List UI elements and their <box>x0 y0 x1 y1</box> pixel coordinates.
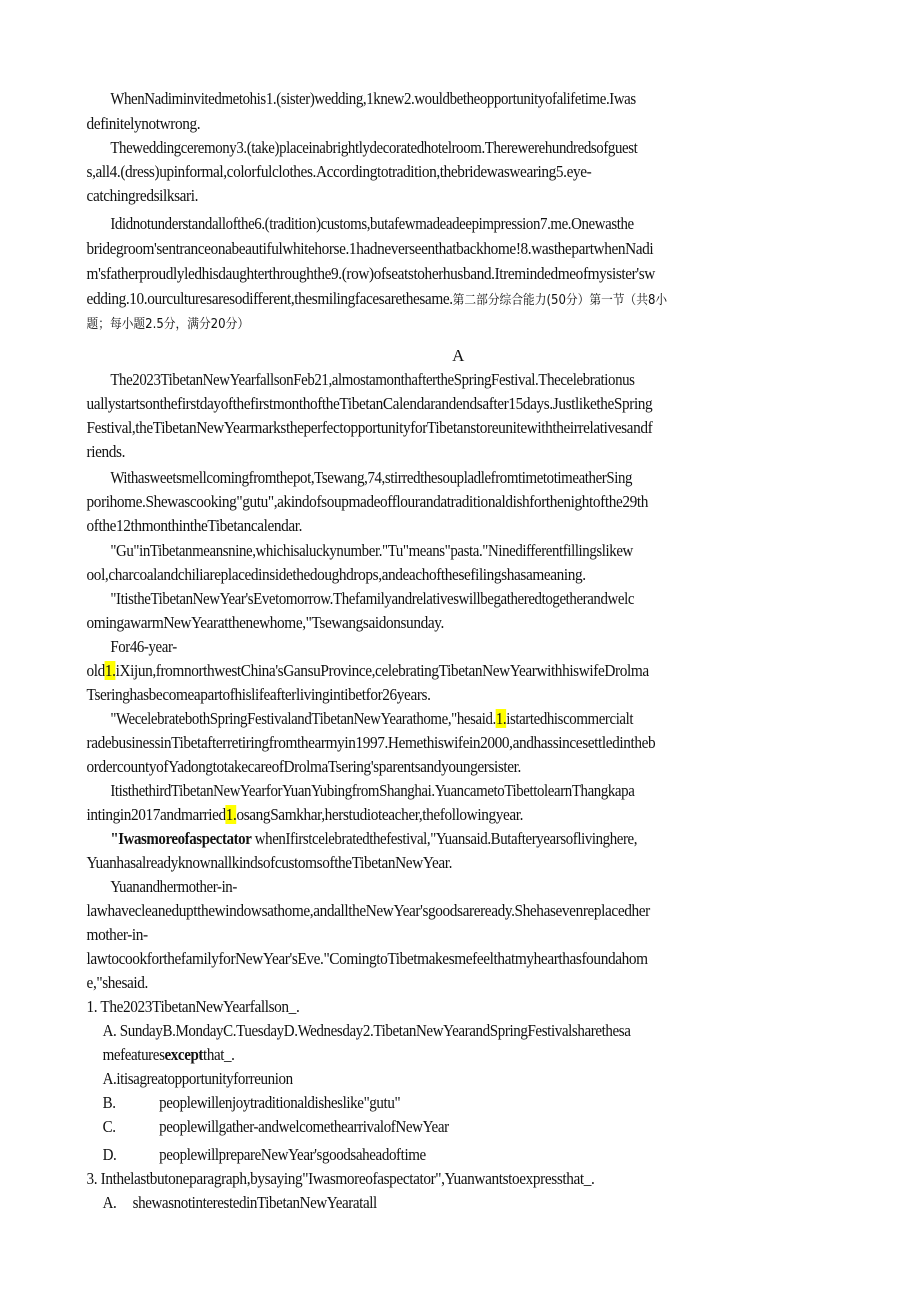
passage-line <box>0 707 916 731</box>
passage-line: mother-in- <box>86 925 148 944</box>
option-label: B. <box>102 1093 116 1112</box>
option-text: peoplewillgather-andwelcomethearrivalofNewYear <box>159 1117 449 1136</box>
bold-quote: "Iwasmoreofaspectator <box>110 829 252 848</box>
bold-keyword: except <box>164 1045 204 1064</box>
passage-line: Withasweetsmellcomingfromthepot,Tsewang,74,stirredthesoupladlefromtimetotimeatherSing <box>110 468 633 487</box>
question-1: 1. The2023TibetanNewYearfallson_. <box>86 997 300 1016</box>
passage-text: intingin2017andmarried <box>86 805 226 824</box>
passage-line <box>0 803 916 827</box>
intro-line: WhenNadiminvitedmetohis1.(sister)wedding,1knew2.wouldbetheopportunityofalifetime.Iwas <box>110 89 636 108</box>
question-3: 3. Inthelastbutoneparagraph,bysaying"Iwasmoreofaspectator",Yuanwantstoexpressthat_. <box>86 1169 595 1188</box>
passage-line: porihome.Shewascooking"gutu",akindofsoupmadeofflourandatraditionaldishforthenightofthe29th <box>86 492 648 511</box>
passage-line: Tseringhasbecomeapartofhislifeafterlivingintibetfor26years. <box>86 685 431 704</box>
intro-line <box>0 287 916 313</box>
passage-line: e,"shesaid. <box>86 973 148 992</box>
passage-text: iXijun,fromnorthwestChina'sGansuProvince,celebratingTibetanNewYearwithhiswifeDrolma <box>115 661 649 680</box>
passage-line: Yuanandhermother-in- <box>110 877 237 896</box>
option-label: C. <box>102 1117 116 1136</box>
passage-text: istartedhiscommercialt <box>506 709 634 728</box>
intro-line: m'sfatherproudlyledhisdaughterthroughthe9.(row)ofseatstoherhusband.Itremindedmeofmysister'sw <box>86 264 655 283</box>
option-d <box>0 1143 916 1167</box>
passage-text: "WecelebratebothSpringFestivalandTibetanNewYearathome,"hesaid. <box>110 709 496 728</box>
option-a <box>0 1191 916 1215</box>
passage-line: YuanhasalreadyknownallkindsofcustomsoftheTibetanNewYear. <box>86 853 453 872</box>
passage-line: uallystartsonthefirstdayofthefirstmonthoftheTibetanCalendarandendsafter15days.JustliketheSpring <box>86 394 653 413</box>
option-c <box>0 1115 916 1139</box>
highlighted-blank: 1. <box>225 805 237 824</box>
intro-line: catchingredsilksari. <box>86 186 199 205</box>
option-text: peoplewillprepareNewYear'sgoodsaheadoftime <box>159 1145 426 1164</box>
passage-line: ool,charcoalandchiliareplacedinsidethedoughdrops,andeachofthesefilingshasameaning. <box>86 565 586 584</box>
option-b <box>0 1091 916 1115</box>
section-heading: 第二部分综合能力(50分）第一节（共8小 <box>452 293 668 308</box>
option-label: A. <box>102 1193 117 1212</box>
question-text: mefeatures <box>102 1045 165 1064</box>
passage-line: ordercountyofYadongtotakecareofDrolmaTsering'sparentsandyoungersister. <box>86 757 521 776</box>
option-text: shewasnotinterestedinTibetanNewYearatall <box>132 1193 377 1212</box>
intro-line: s,all4.(dress)upinformal,colorfulclothes.Accordingtotradition,thebridewaswearing5.eye- <box>86 162 592 181</box>
passage-line: radebusinessinTibetafterretiringfromthearmyin1997.Hemethiswifein2000,andhassincesettledintheb <box>86 733 656 752</box>
passage-line <box>0 659 916 683</box>
passage-line: ofthe12thmonthintheTibetancalendar. <box>86 516 303 535</box>
option-label: D. <box>102 1145 117 1164</box>
option-text: peoplewillenjoytraditionaldisheslike"gutu" <box>159 1093 401 1112</box>
passage-line: riends. <box>86 442 126 461</box>
section-heading-cont: 题；每小题2.5分，满分20分） <box>86 317 250 332</box>
passage-line: lawhavecleaneduptthewindowsathome,andalltheNewYear'sgoodsareready.Shehasevenreplacedher <box>86 901 650 920</box>
passage-line: "Gu"inTibetanmeansnine,whichisaluckynumber."Tu"means"pasta."Ninedifferentfillingslikew <box>110 541 633 560</box>
highlighted-blank: 1. <box>104 661 116 680</box>
intro-line: Theweddingceremony3.(take)placeinabrightlydecoratedhotelroom.Therewerehundredsofguest <box>110 138 638 157</box>
question-2 <box>0 1043 916 1067</box>
passage-text: old <box>86 661 105 680</box>
passage-line: lawtocookforthefamilyforNewYear'sEve."ComingtoTibetmakesmefeelthatmyhearthasfoundahom <box>86 949 648 968</box>
passage-line: Festival,theTibetanNewYearmarkstheperfectopportunityforTibetanstoreunitewiththeirrelativesandf <box>86 418 653 437</box>
question-options: A. SundayB.MondayC.TuesdayD.Wednesday2.TibetanNewYearandSpringFestivalsharethesa <box>102 1021 631 1040</box>
intro-line: Ididnotunderstandallofthe6.(tradition)customs,butafewmadeadeepimpression7.me.Onewasthe <box>110 214 634 233</box>
passage-text: osangSamkhar,herstudioteacher,thefollowingyear. <box>236 805 524 824</box>
passage-line: ItisthethirdTibetanNewYearforYuanYubingfromShanghai.YuancametoTibettolearnThangkapa <box>110 781 635 800</box>
passage-text: whenIfirstcelebratedthefestival,"Yuansaid.Butafteryearsoflivinghere, <box>254 829 638 848</box>
intro-line: bridegroom'sentranceonabeautifulwhitehorse.1hadneverseenthatbackhome!8.wasthepartwhenNadi <box>86 239 654 258</box>
option-a: A.itisagreatopportunityforreunion <box>102 1069 293 1088</box>
passage-line: "ItistheTibetanNewYear'sEvetomorrow.Thefamilyandrelativeswillbegatheredtogetherandwelc <box>110 589 635 608</box>
passage-line: omingawarmNewYearatthenewhome,"Tsewangsaidonsunday. <box>86 613 444 632</box>
intro-text: edding.10.ourculturesaresodifferent,thesmilingfacesarethesame. <box>86 289 453 308</box>
section-title: A <box>452 346 464 365</box>
highlighted-blank: 1. <box>495 709 507 728</box>
question-text: that_. <box>203 1045 235 1064</box>
passage-line: The2023TibetanNewYearfallsonFeb21,almostamonthaftertheSpringFestival.Thecelebrationus <box>110 370 635 389</box>
intro-line: definitelynotwrong. <box>86 114 201 133</box>
passage-line: For46-year- <box>110 637 177 656</box>
passage-line <box>0 827 916 851</box>
